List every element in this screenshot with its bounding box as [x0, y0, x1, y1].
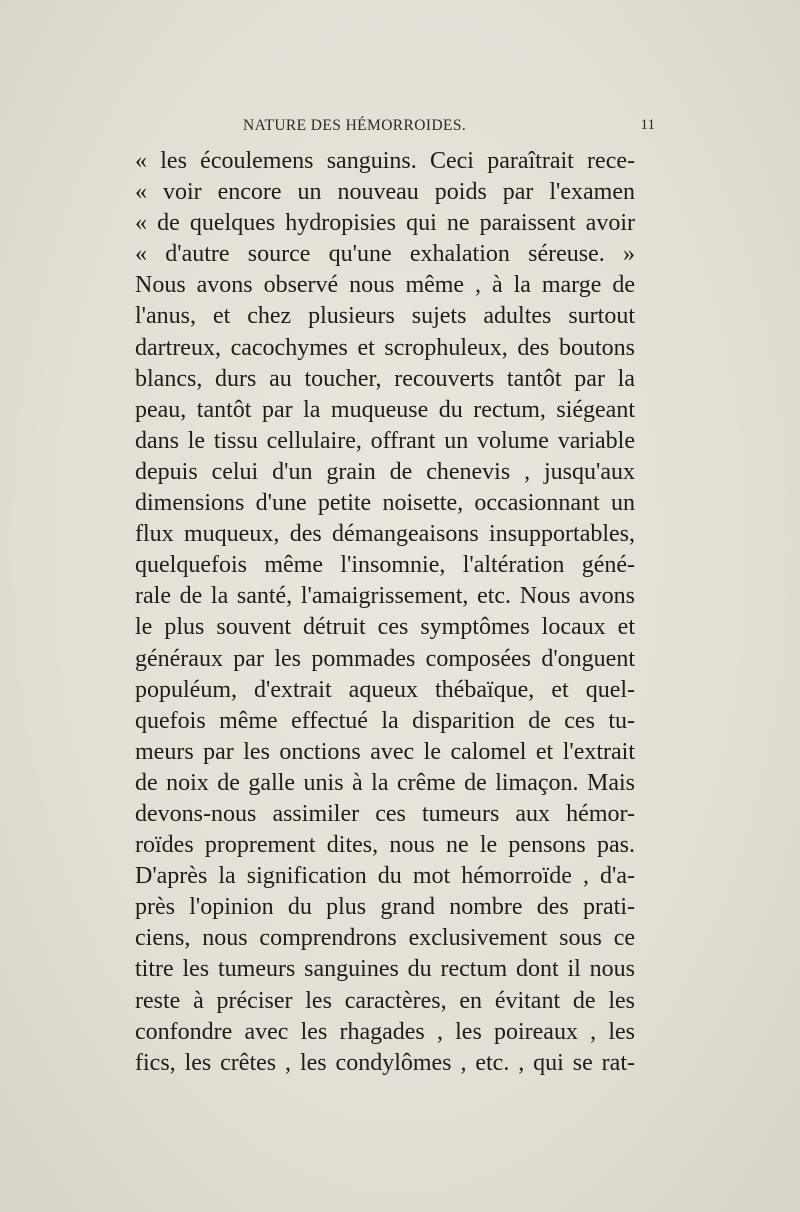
text-line: dans le tissu cellulaire, offrant un volume variable [135, 427, 635, 454]
text-line: dartreux, cacochymes et scrophuleux, des boutons [135, 334, 635, 361]
text-line: populéum, d'extrait aqueux thébaïque, et quel- [135, 676, 635, 703]
page-header [243, 117, 655, 139]
text-line: dimensions d'une petite noisette, occasionnant un [135, 490, 635, 517]
text-line: flux muqueux, des démangeaisons insupportables, [135, 521, 635, 548]
running-title: NATURE DES HÉMORROIDES. [243, 117, 467, 134]
text-line: meurs par les onctions avec le calomel et l'extrait [135, 738, 635, 765]
text-line: le plus souvent détruit ces symptômes locaux et [135, 614, 635, 641]
text-line: près l'opinion du plus grand nombre des prati- [135, 894, 635, 921]
text-line: généraux par les pommades composées d'onguent [135, 645, 635, 672]
text-line: roïdes proprement dites, nous ne le pensons pas. [135, 832, 635, 859]
text-line: titre les tumeurs sanguines du rectum dont il nous [135, 956, 635, 983]
text-line: reste à préciser les caractères, en évitant de les [135, 987, 635, 1014]
text-line: confondre avec les rhagades , les poireaux , les [135, 1018, 635, 1045]
body-text [135, 146, 635, 1079]
text-line: D'après la signification du mot hémorroïde , d'a- [135, 863, 635, 890]
text-line: rale de la santé, l'amaigrissement, etc. Nous avons [135, 583, 635, 610]
page-number: 11 [640, 117, 655, 133]
text-line: « les écoulemens sanguins. Ceci paraîtrait rece- [135, 148, 635, 174]
text-line: l'anus, et chez plusieurs sujets adultes surtout [135, 303, 635, 330]
text-line: peau, tantôt par la muqueuse du rectum, siégeant [135, 396, 635, 423]
text-line: de noix de galle unis à la crême de limaçon. Mais [135, 769, 635, 796]
text-line: « de quelques hydropisies qui ne paraissent avoir [135, 210, 635, 237]
text-line: Nous avons observé nous même , à la marge de [135, 272, 635, 299]
text-line: « d'autre source qu'une exhalation séreuse. » [135, 241, 635, 268]
text-line: quelquefois même l'insomnie, l'altération géné- [135, 552, 635, 579]
text-line: quefois même effectué la disparition de ces tu- [135, 707, 635, 734]
text-line: devons-nous assimiler ces tumeurs aux hémor- [135, 800, 635, 827]
text-line: fics, les crêtes , les condylômes , etc. , qui se rat- [135, 1049, 635, 1076]
text-line: blancs, durs au toucher, recouverts tantôt par la [135, 365, 635, 392]
text-line: « voir encore un nouveau poids par l'examen [135, 179, 635, 206]
text-line: ciens, nous comprendrons exclusivement sous ce [135, 925, 635, 952]
text-line: depuis celui d'un grain de chenevis , jusqu'aux [135, 458, 635, 485]
